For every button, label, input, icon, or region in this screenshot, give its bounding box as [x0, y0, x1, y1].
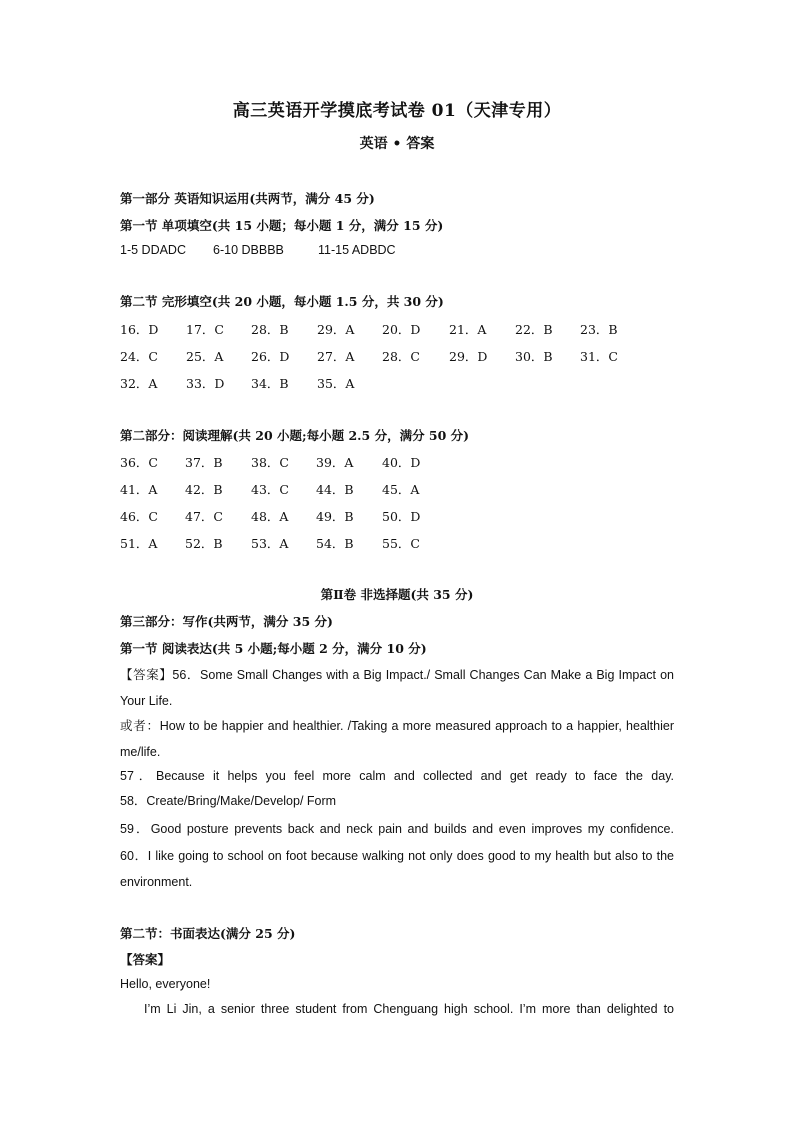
page-subtitle: 英语 • 答案 [359, 136, 435, 152]
essay-greeting: Hello, everyone! [120, 977, 211, 991]
answer-item: 29．A [317, 322, 355, 337]
q56-alt-text: How to be happier and healthier. /Taking a more measured approach to a happier, healthier me/life. [120, 719, 674, 759]
answer-item: 36．C [120, 455, 158, 470]
answer-item: 50．D [382, 509, 421, 524]
answer-item: 31．C [580, 349, 618, 364]
answer-item: 16．D [120, 322, 159, 337]
answer-item: 27．A [317, 349, 355, 364]
answer-row [120, 534, 640, 552]
answer-item: 40．D [382, 455, 421, 470]
answer-item: 37．B [185, 455, 223, 470]
answer-item: 42．B [185, 482, 223, 497]
answer-item: 38．C [251, 455, 289, 470]
answer-item: 46．C [120, 509, 158, 524]
answer-item: 52．B [185, 536, 223, 551]
answer-item: 48．A [251, 509, 289, 524]
q56-text: 56．Some Small Changes with a Big Impact./ Small Changes Can Make a Big Impact on Your Life. [120, 668, 674, 708]
answer-item: 51．A [120, 536, 158, 551]
answer-row [120, 453, 640, 471]
volume2-heading: 第Ⅱ卷 非选择题(共 35 分) [320, 587, 474, 602]
answer-item: 49．B [316, 509, 354, 524]
answer-item: 17．C [186, 322, 224, 337]
answer-item: 47．C [185, 509, 223, 524]
answer-row [120, 480, 640, 498]
answer-item: 32．A [120, 376, 158, 391]
q57-answer: 57．Because it helps you feel more calm and collected and get ready to face the day. [120, 769, 674, 783]
answer-item: 54．B [316, 536, 354, 551]
answer-item: 41．A [120, 482, 158, 497]
answer-item: 28．B [251, 322, 289, 337]
answer-item: 23．B [580, 322, 618, 337]
answer-item: 24．C [120, 349, 158, 364]
part1-sec2-heading: 第二节 完形填空(共 20 小题，每小题 1.5 分，共 30 分) [120, 294, 444, 309]
answer-group: 11-15 ADBDC [318, 243, 396, 257]
part3-sec2-heading: 第二节：书面表达(满分 25 分) [120, 926, 296, 941]
essay-first-line: I’m Li Jin, a senior three student from Chenguang high school. I’m more than delighted to [144, 1002, 674, 1016]
part1-heading: 第一部分 英语知识运用(共两节，满分 45 分) [120, 191, 375, 206]
sec1-answers [120, 243, 520, 261]
q58-answer: 58．Create/Bring/Make/Develop/ Form [120, 794, 337, 808]
part3-sec1-heading: 第一节 阅读表达(共 5 小题;每小题 2 分，满分 10 分) [120, 641, 427, 656]
answer-group: 6-10 DBBBB [213, 243, 284, 257]
answer-row [120, 374, 640, 392]
q56-alt-answer [120, 713, 674, 765]
answer-item: 34．B [251, 376, 289, 391]
answer-item: 25．A [186, 349, 224, 364]
answer-group: 1-5 DDADC [120, 243, 186, 257]
answer-item: 35．A [317, 376, 355, 391]
page-title: 高三英语开学摸底考试卷 01（天津专用） [232, 101, 562, 121]
answer-label: 【答案】 [120, 667, 173, 682]
answer-item: 21．A [449, 322, 487, 337]
answer-row [120, 507, 640, 525]
answer-item: 45．A [382, 482, 420, 497]
q56-answer [120, 662, 674, 714]
q59-answer: 59．Good posture prevents back and neck pain and builds and even improves my confidence. [120, 822, 674, 836]
part3-heading: 第三部分：写作(共两节，满分 35 分) [120, 614, 333, 629]
answer-item: 30．B [515, 349, 553, 364]
q60-answer: 60．I like going to school on foot because walking not only does good to my health but also to the environment. [120, 849, 674, 889]
answer-item: 22．B [515, 322, 553, 337]
answer-item: 39．A [316, 455, 354, 470]
part1-sec1-heading: 第一节 单项填空(共 15 小题；每小题 1 分，满分 15 分) [120, 218, 444, 233]
answer-item: 43．C [251, 482, 289, 497]
answer-item: 29．D [449, 349, 488, 364]
part2-heading: 第二部分：阅读理解(共 20 小题;每小题 2.5 分，满分 50 分) [120, 428, 470, 443]
answer-item: 44．B [316, 482, 354, 497]
answer-row [120, 347, 640, 365]
answer-item: 26．D [251, 349, 290, 364]
alt-label: 或者： [120, 718, 160, 733]
answer-row [120, 320, 640, 338]
answer-item: 20．D [382, 322, 421, 337]
answer-item: 55．C [382, 536, 420, 551]
writing-answer-label: 【答案】 [120, 952, 171, 967]
answer-item: 28．C [382, 349, 420, 364]
answer-item: 53．A [251, 536, 289, 551]
answer-item: 33．D [186, 376, 225, 391]
